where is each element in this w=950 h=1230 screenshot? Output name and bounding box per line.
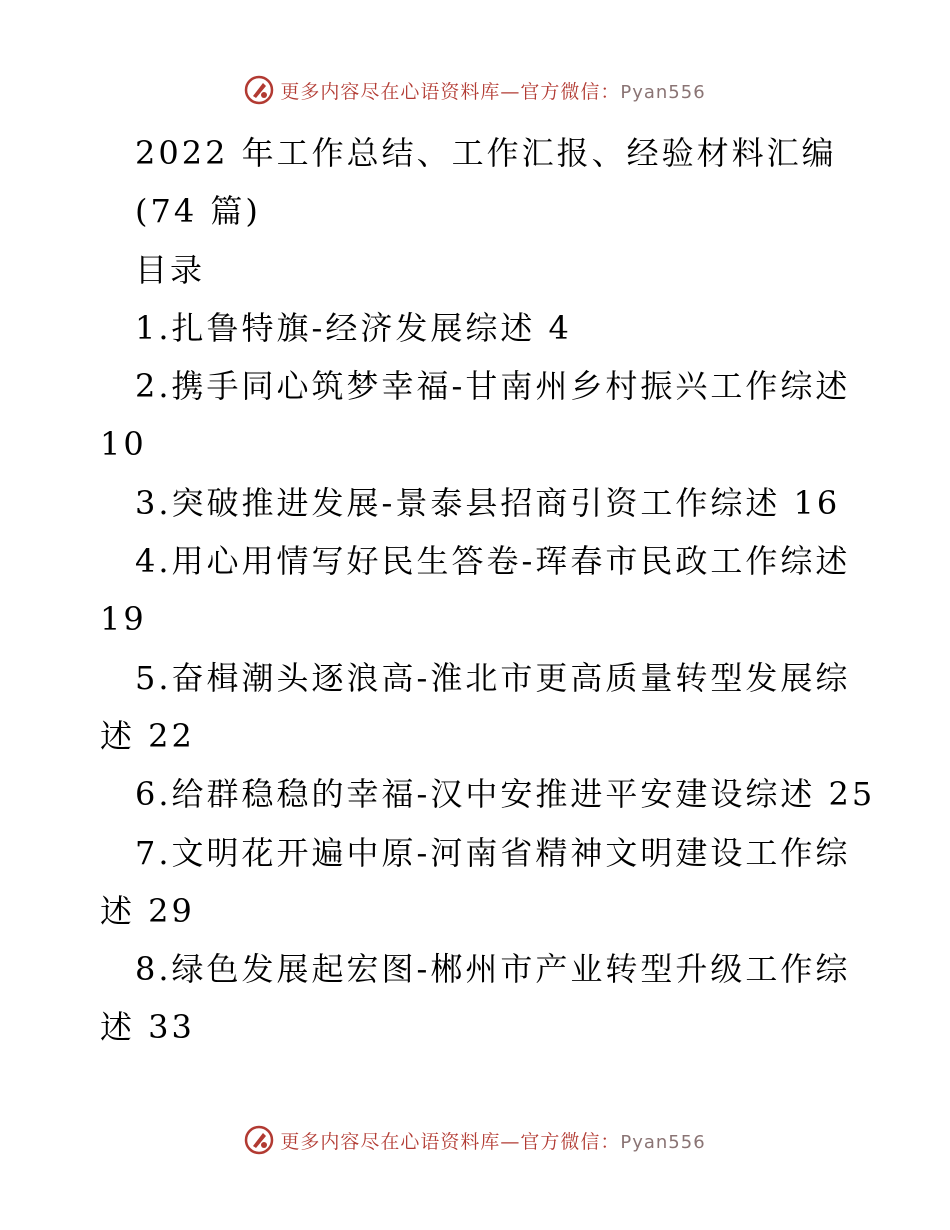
toc-item-page: 述 22 xyxy=(100,716,195,755)
toc-item[interactable] xyxy=(100,649,870,766)
watermark-separator: — xyxy=(500,80,521,103)
toc-item-line: 1.扎鲁特旗-经济发展综述 4 xyxy=(135,308,572,347)
pen-nib-logo-icon xyxy=(244,75,274,105)
watermark-separator: — xyxy=(500,1130,521,1153)
toc-item[interactable] xyxy=(100,765,876,823)
toc-item-page: 19 xyxy=(100,600,147,639)
watermark-wechat-label: 官方微信： xyxy=(520,80,621,103)
toc-heading: 目录 xyxy=(135,250,206,289)
watermark-main: 更多内容尽在心语资料库 xyxy=(280,1130,501,1153)
watermark-wechat-label: 官方微信： xyxy=(520,1130,621,1153)
document-body xyxy=(100,124,876,1057)
toc-item-line: 4.用心用情写好民生答卷-珲春市民政工作综述 xyxy=(135,542,851,581)
footer-watermark-banner xyxy=(0,1120,950,1160)
header-watermark-banner xyxy=(0,70,950,110)
toc-item[interactable] xyxy=(100,357,870,474)
watermark-text xyxy=(280,77,705,104)
watermark-wechat-id: Pyan556 xyxy=(620,1131,706,1153)
toc-item-page: 述 33 xyxy=(100,1008,195,1047)
document-title-line-1: 2022 年工作总结、工作汇报、经验材料汇编 xyxy=(135,134,837,172)
toc-item-page: 10 xyxy=(100,425,147,464)
toc-item-line: 3.突破推进发展-景泰县招商引资工作综述 16 xyxy=(135,483,841,522)
toc-item-line: 8.绿色发展起宏图-郴州市产业转型升级工作综 xyxy=(135,950,851,989)
watermark-text xyxy=(280,1127,705,1154)
toc-item-line: 2.携手同心筑梦幸福-甘南州乡村振兴工作综述 xyxy=(135,367,851,406)
pen-nib-logo-icon xyxy=(244,1125,274,1155)
toc-item[interactable] xyxy=(100,940,870,1057)
toc-list xyxy=(100,299,876,1057)
toc-item[interactable] xyxy=(100,532,870,649)
toc-item[interactable] xyxy=(100,474,870,532)
watermark-main: 更多内容尽在心语资料库 xyxy=(280,80,501,103)
toc-item-line: 6.给群稳稳的幸福-汉中安推进平安建设综述 25 xyxy=(135,775,876,814)
toc-item[interactable] xyxy=(100,299,870,357)
watermark-wechat-id: Pyan556 xyxy=(620,81,706,103)
document-title-line-2: (74 篇) xyxy=(135,192,261,231)
toc-item-line: 7.文明花开遍中原-河南省精神文明建设工作综 xyxy=(135,833,851,872)
toc-item-page: 述 29 xyxy=(100,891,195,930)
toc-item-line: 5.奋楫潮头逐浪高-淮北市更高质量转型发展综 xyxy=(135,658,851,697)
toc-item[interactable] xyxy=(100,824,870,941)
